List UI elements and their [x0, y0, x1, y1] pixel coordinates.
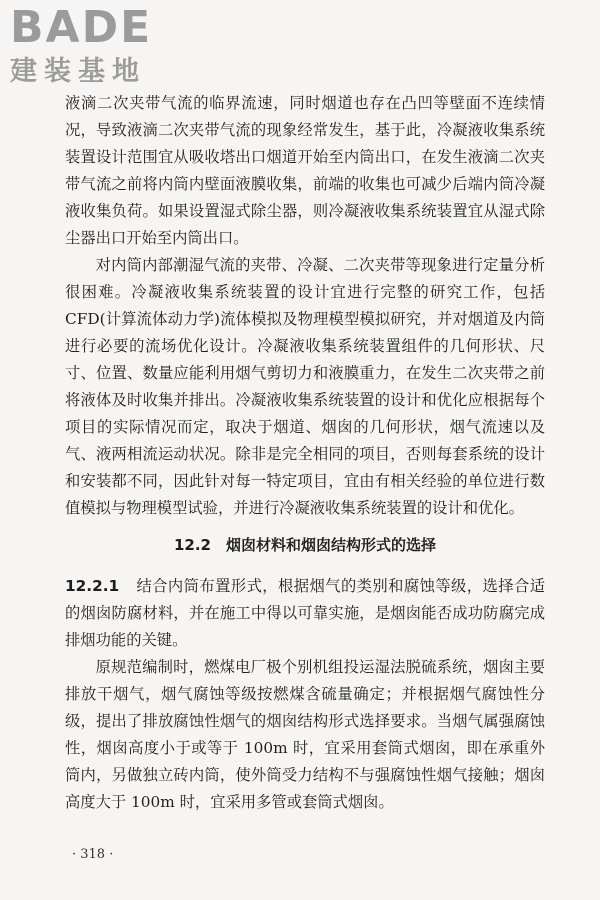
logo-subtitle: 建装基地	[10, 56, 146, 87]
logo-wordmark: BADE	[10, 2, 153, 53]
paragraph: 对内筒内部潮湿气流的夹带、冷凝、二次夹带等现象进行定量分析很困难。冷凝液收集系统装置的设计宜进行完整的研究工作，包括 CFD(计算流体动力学)流体模拟及物理模型模拟研究，并对烟道及内筒进行必要的流场优化设计。冷凝液收集系统装置组件的几何形状、尺寸、位置、数量应能利用烟气剪切力和液膜重力，在发生二次夹带之前将液体及时收集并排出。冷凝液收集系统装置的设计和优化应根据每个项目的实际情况而定，取决于烟道、烟囱的几何形状，烟气流速以及气、液两相流运动状况。除非是完全相同的项目，否则每套系统的设计和安装都不同，因此针对每一特定项目，宜由有相关经验的单位进行数值模拟与物理模型试验，并进行冷凝液收集系统装置的设计和优化。	[65, 256, 545, 517]
clause-text: 结合内筒布置形式，根据烟气的类别和腐蚀等级，选择合适的烟囱防腐材料，并在施工中得以可靠实施，是烟囱能否成功防腐完成排烟功能的关键。	[65, 577, 545, 649]
document-body	[65, 90, 545, 816]
paragraph-continued: 液滴二次夹带气流的临界流速，同时烟道也存在凸凹等壁面不连续情况，导致液滴二次夹带气流的现象经常发生，基于此，冷凝液收集系统装置设计范围宜从吸收塔出口烟道开始至内筒出口，在发生液滴二次夹带气流之前将内筒内壁面液膜收集，前端的收集也可减少后端内筒冷凝液收集负荷。如果设置湿式除尘器，则冷凝液收集系统装置宜从湿式除尘器出口开始至内筒出口。	[65, 94, 545, 247]
clause-number: 12.2.1	[65, 577, 120, 595]
clause	[65, 573, 545, 654]
logo	[10, 2, 180, 90]
section-title: 12.2 烟囱材料和烟囱结构形式的选择	[173, 536, 436, 554]
page-number: · 318 ·	[72, 847, 114, 862]
paragraph: 原规范编制时，燃煤电厂极个别机组投运湿法脱硫系统，烟囱主要排放干烟气，烟气腐蚀等级按燃煤含硫量确定；并根据烟气腐蚀性分级，提出了排放腐蚀性烟气的烟囱结构形式选择要求。当烟气属强腐蚀性，烟囱高度小于或等于 100m 时，宜采用套筒式烟囱，即在承重外筒内，另做独立砖内筒，使外筒受力结构不与强腐蚀性烟气接触；烟囱高度大于 100m 时，宜采用多管或套筒式烟囱。	[65, 658, 545, 811]
